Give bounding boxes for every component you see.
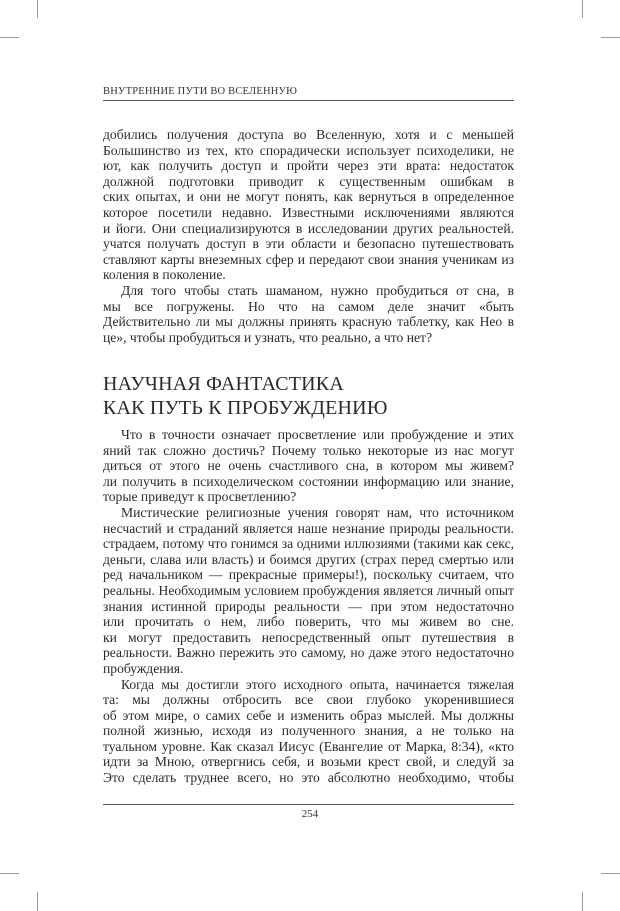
text-line: ставляют карты внеземных сфер и передают свои знания ученикам из	[103, 251, 514, 267]
text-line: страдаем, потому что гонимся за одними иллюзиями (такими как секс,	[103, 536, 514, 552]
text-line: диться от этого не очень счастливого сна, в котором мы живем?	[103, 458, 514, 474]
text-line: яний так сложно достичь? Почему только некоторые из нас могут	[103, 442, 514, 458]
text-line: мы все погружены. Но что на самом деле значит «быть	[103, 298, 514, 314]
text-line: или прочитать о нем, либо поверить, что мы живем во сне.	[103, 614, 514, 630]
body-text-bottom	[103, 427, 514, 786]
crop-mark	[37, 892, 38, 911]
text-line: Действительно ли мы должны принять красную таблетку, как Нео в	[103, 314, 514, 330]
text-line: полной жизнью, исходя из полученного знания, а не только на	[103, 723, 514, 739]
paragraph	[103, 427, 514, 505]
footer-rule	[103, 804, 514, 805]
text-line: ред начальником — прекрасные примеры!), поскольку считаем, что	[103, 567, 514, 583]
paragraph	[103, 677, 514, 786]
crop-mark	[582, 892, 583, 911]
text-line: об этом мире, о самих себе и изменить образ мыслей. Мы должны	[103, 707, 514, 723]
section-heading-line: КАК ПУТЬ К ПРОБУЖДЕНИЮ	[103, 397, 388, 419]
text-line: учатся получать доступ в эти области и безопасно путешествовать	[103, 236, 514, 252]
running-head: ВНУТРЕННИЕ ПУТИ ВО ВСЕЛЕННУЮ	[103, 86, 298, 97]
text-line: коления в поколение.	[103, 267, 226, 283]
text-line: та: мы должны отбросить все свои глубоко укоренившиеся	[103, 692, 514, 708]
text-line: Большинство из тех, кто спорадически использует психоделики, не	[103, 142, 514, 158]
text-line: и йоги. Они специализируются в исследовании других реальностей.	[103, 220, 514, 236]
paragraph	[103, 283, 514, 345]
text-line: ли получить в психоделическом состоянии информацию или знание,	[103, 473, 514, 489]
crop-mark	[37, 0, 38, 18]
text-line: Мистические религиозные учения говорят нам, что источником	[121, 504, 514, 520]
crop-mark	[601, 37, 620, 38]
paragraph	[103, 505, 514, 677]
text-line: идти за Мною, отвергнись себя, и возьми крест свой, и следуй за	[103, 754, 514, 770]
text-line: торые приведут к просветлению?	[103, 489, 297, 505]
text-line: Когда мы достигли этого исходного опыта, начинается тяжелая	[121, 676, 514, 692]
text-line: должной подготовки приводит к существенным ошибкам в	[103, 173, 514, 189]
text-line: деньги, слава или власть) и боимся других (страх перед смертью или	[103, 551, 514, 567]
text-line: знания истинной природы реальности — при этом недостаточно	[103, 598, 514, 614]
text-line: Это сделать труднее всего, но это абсолютно необходимо, чтобы	[103, 770, 514, 786]
text-line: реальности. Важно пережить это самому, но даже этого недостаточно	[103, 645, 514, 661]
crop-mark	[601, 873, 620, 874]
section-heading	[103, 372, 388, 420]
text-line: ют, как получить доступ и пройти через эти врата: недостаток	[103, 158, 514, 174]
text-line: несчастий и страданий является наше незнание природы реальности.	[103, 520, 514, 536]
body-text-top	[103, 127, 514, 345]
page-number: 254	[301, 808, 319, 820]
crop-mark	[0, 37, 19, 38]
section-heading-line: НАУЧНАЯ ФАНТАСТИКА	[103, 373, 344, 395]
header-rule	[103, 100, 514, 101]
text-line: Что в точности означает просветление или пробуждение и этих	[121, 427, 514, 442]
crop-mark	[582, 0, 583, 18]
text-line: Для того чтобы стать шаманом, нужно пробудиться от сна, в	[121, 282, 514, 298]
text-line: ских опытах, и они не могут понять, как вернуться в определенное	[103, 189, 514, 205]
text-line: пробуждения.	[103, 660, 184, 676]
text-line: которое посетили недавно. Известными исключениями являются	[103, 204, 514, 220]
crop-mark	[0, 873, 19, 874]
text-line: реальны. Необходимым условием пробуждения является личный опыт	[103, 582, 514, 598]
paragraph	[103, 127, 514, 283]
text-line: ки могут предоставить непосредственный опыт путешествия в	[103, 629, 514, 645]
text-line: добились получения доступа во Вселенную, хотя и с меньшей	[103, 127, 514, 142]
text-line: це», чтобы пробудиться и узнать, что реально, а что нет?	[103, 329, 433, 345]
text-line: туальном уровне. Как сказал Иисус (Евангелие от Марка, 8:34), «кто	[103, 738, 514, 754]
